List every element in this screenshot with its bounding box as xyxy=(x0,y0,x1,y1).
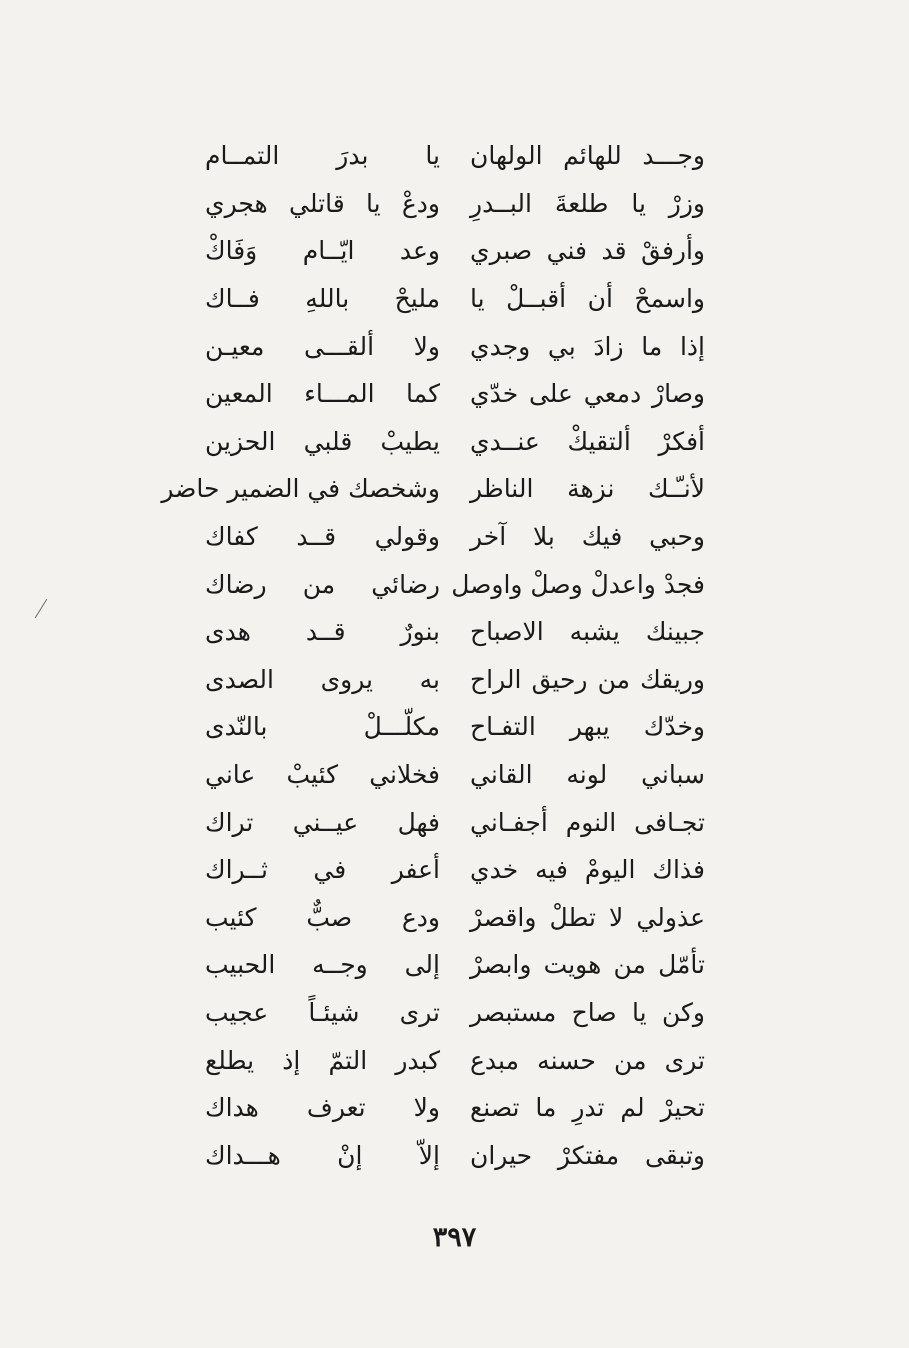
verse-first-hemistich: إذا ما زادَ بي وجدي xyxy=(470,331,705,361)
verse-line xyxy=(205,941,705,989)
verse-first-hemistich: فجدْ واعدلْ وصلْ واوصل xyxy=(451,569,705,599)
verse-line xyxy=(205,1036,705,1084)
page-number: ٣٩٧ xyxy=(432,1222,477,1253)
verse-line xyxy=(205,846,705,894)
verse-first-hemistich: جبينك يشبه الاصباح xyxy=(470,617,705,647)
verse-first-hemistich: وتبقى مفتكرْ حيران xyxy=(470,1140,705,1170)
verse-second-hemistich: به يروى الصدى xyxy=(205,664,440,694)
verse-line xyxy=(205,370,705,418)
verse-first-hemistich: تحيرْ لم تدرِ ما تصنع xyxy=(470,1093,705,1123)
verse-first-hemistich: أفكرْ ألتقيكْ عنــدي xyxy=(470,426,705,456)
verse-second-hemistich: أعفر في ثــراك xyxy=(205,855,440,885)
verse-line xyxy=(205,513,705,561)
verse-second-hemistich: وعد ايّــام وَفَاكْ xyxy=(205,236,440,266)
verse-line xyxy=(205,608,705,656)
verse-second-hemistich: ترى شيئـاً عجيب xyxy=(205,997,440,1027)
verse-line xyxy=(161,465,705,513)
verse-first-hemistich: وكن يا صاح مستبصر xyxy=(470,997,705,1027)
verse-first-hemistich: وريقك من رحيق الراح xyxy=(470,664,705,694)
verse-first-hemistich: واسمحْ أن أقبــلْ يا xyxy=(470,284,705,314)
verse-second-hemistich: كبدر التمّ إذ يطلع xyxy=(205,1045,440,1075)
verse-line xyxy=(205,418,705,466)
verse-first-hemistich: لأنـّـك نزهة الناظر xyxy=(470,474,705,504)
verse-second-hemistich: يا بدرَ التمــام xyxy=(205,141,440,171)
verse-line xyxy=(205,656,705,704)
poem-block xyxy=(161,132,705,1179)
verse-line xyxy=(205,751,705,799)
verse-second-hemistich: ولا ألقـــى معيـن xyxy=(205,331,440,361)
verse-line xyxy=(205,1131,705,1179)
verse-second-hemistich: يطيبْ قلبي الحزين xyxy=(205,426,440,456)
verse-first-hemistich: وحبي فيك بلا آخر xyxy=(470,522,705,552)
verse-second-hemistich: وقولي قــد كفاك xyxy=(205,522,440,552)
verse-line xyxy=(205,180,705,228)
verse-line xyxy=(205,227,705,275)
verse-second-hemistich: وشخصك في الضمير حاضر xyxy=(161,474,440,504)
verse-second-hemistich: فهل عيــني تراك xyxy=(205,807,440,837)
verse-second-hemistich: ولا تعرف هداك xyxy=(205,1093,440,1123)
verse-line xyxy=(205,989,705,1037)
verse-first-hemistich: وأرفقْ قد فني صبري xyxy=(470,236,705,266)
verse-first-hemistich: سباني لونه القاني xyxy=(470,760,705,790)
verse-second-hemistich: رضائي من رضاك xyxy=(205,569,440,599)
verse-line xyxy=(205,894,705,942)
verse-line xyxy=(205,560,705,608)
verse-second-hemistich: إلاّ إنْ هـــداك xyxy=(205,1140,440,1170)
verse-first-hemistich: تجـافى النوم أجفـاني xyxy=(470,807,705,837)
verse-second-hemistich: مكلّـــلْ بالنّدى xyxy=(205,712,440,742)
verse-line xyxy=(205,322,705,370)
verse-first-hemistich: وصارْ دمعي على خدّي xyxy=(470,379,705,409)
verse-line xyxy=(205,798,705,846)
verse-line xyxy=(205,275,705,323)
scan-mark xyxy=(35,599,48,618)
verse-second-hemistich: بنورٌ قــد هدى xyxy=(205,617,440,647)
verse-line xyxy=(205,703,705,751)
verse-second-hemistich: ودع صبٌّ كئيب xyxy=(205,902,440,932)
verse-line xyxy=(205,132,705,180)
verse-first-hemistich: وجـــد للهائم الولهان xyxy=(470,141,705,171)
verse-line xyxy=(205,1084,705,1132)
verse-second-hemistich: مليحْ باللهِ فــاك xyxy=(205,284,440,314)
verse-first-hemistich: ترى من حسنه مبدع xyxy=(470,1045,705,1075)
verse-second-hemistich: إلى وجــه الحبيب xyxy=(205,950,440,980)
verse-first-hemistich: عذولي لا تطلْ واقصرْ xyxy=(470,902,705,932)
verse-first-hemistich: وزرْ يا طلعةَ البــدرِ xyxy=(470,188,705,218)
verse-first-hemistich: تأمّل من هويت وابصرْ xyxy=(470,950,705,980)
verse-second-hemistich: كما المـــاء المعين xyxy=(205,379,440,409)
verse-second-hemistich: فخلاني كئيبْ عاني xyxy=(205,760,440,790)
verse-first-hemistich: فذاك اليومْ فيه خدي xyxy=(470,855,705,885)
verse-first-hemistich: وخدّك يبهر التفـاح xyxy=(470,712,705,742)
verse-second-hemistich: ودعْ يا قاتلي هجري xyxy=(205,188,440,218)
